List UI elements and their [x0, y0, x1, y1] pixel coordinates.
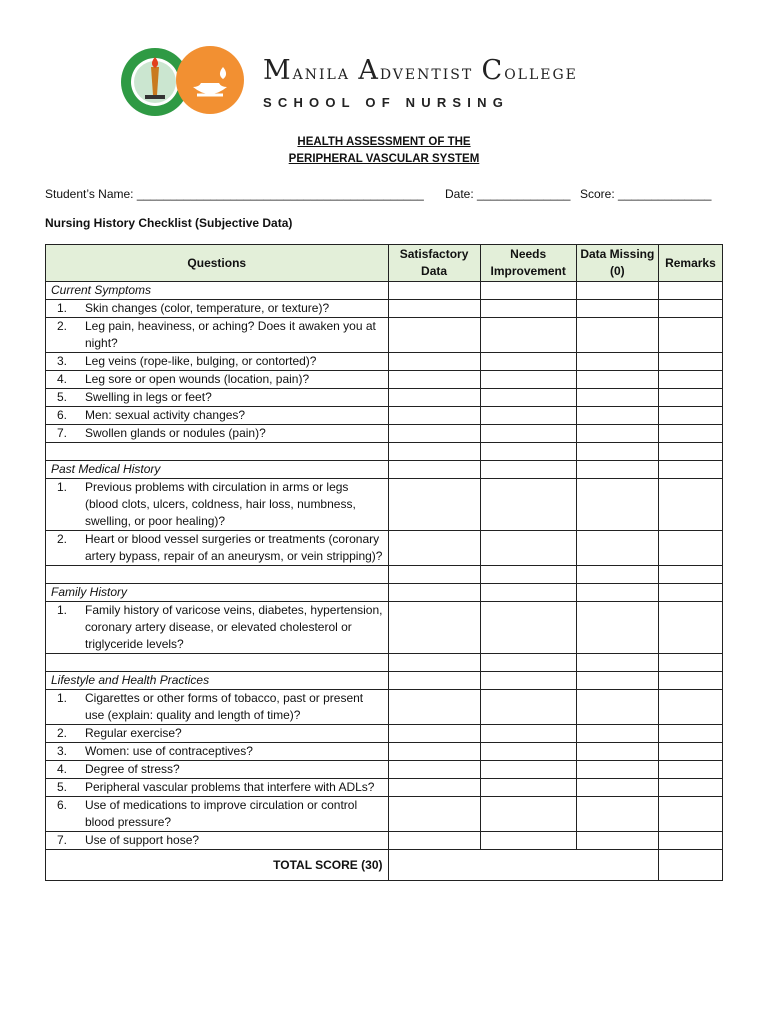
data-missing-cell[interactable] — [576, 725, 658, 743]
checklist-table — [45, 244, 723, 881]
needs-improvement-cell[interactable] — [480, 725, 576, 743]
question-text: Skin changes (color, temperature, or texture)? — [85, 301, 330, 315]
question-text: Peripheral vascular problems that interfere with ADLs? — [85, 780, 375, 794]
data-missing-cell[interactable] — [576, 602, 658, 654]
total-score-label: TOTAL SCORE (30) — [46, 850, 389, 881]
question-number: 3. — [57, 744, 68, 758]
checklist-body — [46, 282, 723, 850]
satisfactory-cell[interactable] — [388, 761, 480, 779]
needs-improvement-cell[interactable] — [480, 566, 576, 584]
table-row — [46, 832, 723, 850]
needs-improvement-cell[interactable] — [480, 300, 576, 318]
needs-improvement-cell[interactable] — [480, 797, 576, 832]
question-text: Heart or blood vessel surgeries or treatments (coronary artery bypass, repair of an aneurysm, or vein stripping)? — [85, 532, 383, 563]
blank-row — [46, 654, 723, 672]
table-row — [46, 371, 723, 389]
remarks-cell[interactable] — [658, 725, 722, 743]
remarks-cell[interactable] — [658, 479, 722, 531]
needs-improvement-cell[interactable] — [480, 602, 576, 654]
remarks-cell[interactable] — [658, 654, 722, 672]
question-text: Family history of varicose veins, diabetes, hypertension, coronary artery disease, or elevated cholesterol or triglyceride levels? — [85, 603, 383, 651]
data-missing-cell[interactable] — [576, 300, 658, 318]
remarks-cell[interactable] — [658, 461, 722, 479]
satisfactory-cell[interactable] — [388, 743, 480, 761]
question-text: Previous problems with circulation in arms or legs (blood clots, ulcers, coldness, hair loss, numbness, swelling, or poor healing)? — [85, 480, 356, 528]
question-cell — [46, 353, 389, 371]
needs-improvement-cell[interactable] — [480, 479, 576, 531]
table-row — [46, 479, 723, 531]
question-text: Use of support hose? — [85, 833, 200, 847]
table-row — [46, 353, 723, 371]
remarks-cell[interactable] — [658, 425, 722, 443]
table-row — [46, 300, 723, 318]
satisfactory-cell[interactable] — [388, 318, 480, 353]
question-text: Degree of stress? — [85, 762, 180, 776]
question-text: Leg pain, heaviness, or aching? Does it awaken you at night? — [85, 319, 376, 350]
question-cell — [46, 300, 389, 318]
question-text: Swollen glands or nodules (pain)? — [85, 426, 266, 440]
section-title: Current Symptoms — [46, 282, 389, 300]
section-row — [46, 282, 723, 300]
satisfactory-cell[interactable] — [388, 353, 480, 371]
header-remarks: Remarks — [658, 245, 722, 282]
satisfactory-cell[interactable] — [388, 300, 480, 318]
table-row — [46, 690, 723, 725]
satisfactory-cell[interactable] — [388, 797, 480, 832]
question-number: 2. — [57, 532, 68, 546]
blank-row — [46, 443, 723, 461]
satisfactory-cell[interactable] — [388, 479, 480, 531]
table-row — [46, 407, 723, 425]
needs-improvement-cell[interactable] — [480, 832, 576, 850]
question-cell — [46, 425, 389, 443]
data-missing-cell[interactable] — [576, 318, 658, 353]
satisfactory-cell[interactable] — [388, 602, 480, 654]
question-number: 7. — [57, 833, 68, 847]
satisfactory-cell[interactable] — [388, 566, 480, 584]
blank-row — [46, 566, 723, 584]
section-title: Past Medical History — [46, 461, 389, 479]
remarks-cell[interactable] — [658, 443, 722, 461]
table-row — [46, 779, 723, 797]
satisfactory-cell[interactable] — [388, 779, 480, 797]
needs-improvement-cell[interactable] — [480, 654, 576, 672]
remarks-cell[interactable] — [658, 300, 722, 318]
question-cell — [46, 479, 389, 531]
table-row — [46, 318, 723, 353]
remarks-cell[interactable] — [658, 566, 722, 584]
question-number: 2. — [57, 319, 68, 333]
remarks-cell[interactable] — [658, 761, 722, 779]
needs-improvement-cell[interactable] — [480, 389, 576, 407]
question-number: 6. — [57, 798, 68, 812]
question-cell — [46, 832, 389, 850]
data-missing-cell[interactable] — [576, 797, 658, 832]
question-cell — [46, 779, 389, 797]
date-field[interactable]: Date: ______________ — [445, 187, 571, 201]
question-number: 4. — [57, 762, 68, 776]
question-cell — [46, 318, 389, 353]
satisfactory-cell[interactable] — [388, 725, 480, 743]
remarks-cell[interactable] — [658, 353, 722, 371]
remarks-cell[interactable] — [658, 282, 722, 300]
data-missing-cell[interactable] — [576, 407, 658, 425]
question-number: 1. — [57, 301, 68, 315]
data-missing-cell[interactable] — [576, 743, 658, 761]
question-cell — [46, 725, 389, 743]
remarks-cell[interactable] — [658, 797, 722, 832]
data-missing-cell[interactable] — [576, 479, 658, 531]
data-missing-cell[interactable] — [576, 584, 658, 602]
table-row — [46, 761, 723, 779]
remarks-cell[interactable] — [658, 531, 722, 566]
remarks-cell[interactable] — [658, 389, 722, 407]
remarks-cell[interactable] — [658, 690, 722, 725]
header-questions: Questions — [46, 245, 389, 282]
student-name-field[interactable]: Student’s Name: ___________________________________________ — [45, 187, 424, 201]
data-missing-cell[interactable] — [576, 832, 658, 850]
checklist-subtitle: Nursing History Checklist (Subjective Data) — [45, 216, 293, 230]
total-score-cell[interactable] — [388, 850, 658, 881]
table-row — [46, 425, 723, 443]
data-missing-cell[interactable] — [576, 779, 658, 797]
question-number: 6. — [57, 408, 68, 422]
question-text: Leg sore or open wounds (location, pain)? — [85, 372, 310, 386]
table-row — [46, 797, 723, 832]
question-text: Cigarettes or other forms of tobacco, past or present use (explain: quality and length of time)? — [85, 691, 364, 722]
needs-improvement-cell[interactable] — [480, 461, 576, 479]
remarks-cell[interactable] — [658, 584, 722, 602]
question-number: 1. — [57, 480, 68, 494]
data-missing-cell[interactable] — [576, 461, 658, 479]
table-row — [46, 602, 723, 654]
table-row — [46, 743, 723, 761]
question-cell — [46, 797, 389, 832]
table-row — [46, 389, 723, 407]
satisfactory-cell[interactable] — [388, 690, 480, 725]
question-number: 1. — [57, 603, 68, 617]
needs-improvement-cell[interactable] — [480, 407, 576, 425]
blank-cell — [46, 443, 389, 461]
satisfactory-cell[interactable] — [388, 832, 480, 850]
needs-improvement-cell[interactable] — [480, 761, 576, 779]
data-missing-cell[interactable] — [576, 566, 658, 584]
question-number: 7. — [57, 426, 68, 440]
question-cell — [46, 761, 389, 779]
question-text: Women: use of contraceptives? — [85, 744, 253, 758]
question-number: 1. — [57, 691, 68, 705]
remarks-cell[interactable] — [658, 602, 722, 654]
college-name: Manila Adventist College — [263, 55, 578, 86]
blank-cell — [46, 654, 389, 672]
needs-improvement-cell[interactable] — [480, 672, 576, 690]
question-cell — [46, 690, 389, 725]
question-number: 3. — [57, 354, 68, 368]
data-missing-cell[interactable] — [576, 531, 658, 566]
remarks-cell[interactable] — [658, 779, 722, 797]
header-data-missing: Data Missing (0) — [576, 245, 658, 282]
data-missing-cell[interactable] — [576, 690, 658, 725]
section-row — [46, 461, 723, 479]
data-missing-cell[interactable] — [576, 654, 658, 672]
remarks-cell[interactable] — [658, 743, 722, 761]
data-missing-cell[interactable] — [576, 282, 658, 300]
school-name: SCHOOL OF NURSING — [263, 95, 510, 110]
satisfactory-cell[interactable] — [388, 672, 480, 690]
needs-improvement-cell[interactable] — [480, 584, 576, 602]
needs-improvement-cell[interactable] — [480, 743, 576, 761]
score-field[interactable]: Score: ______________ — [580, 187, 712, 201]
satisfactory-cell[interactable] — [388, 461, 480, 479]
question-number: 5. — [57, 780, 68, 794]
question-cell — [46, 389, 389, 407]
question-number: 5. — [57, 390, 68, 404]
blank-cell — [46, 566, 389, 584]
section-row — [46, 584, 723, 602]
data-missing-cell[interactable] — [576, 389, 658, 407]
question-number: 2. — [57, 726, 68, 740]
question-cell — [46, 407, 389, 425]
satisfactory-cell[interactable] — [388, 389, 480, 407]
question-cell — [46, 602, 389, 654]
question-text: Regular exercise? — [85, 726, 182, 740]
needs-improvement-cell[interactable] — [480, 371, 576, 389]
nursing-lamp-logo — [175, 45, 245, 115]
remarks-cell[interactable] — [658, 371, 722, 389]
form-title-line-1: HEALTH ASSESSMENT OF THE — [297, 136, 471, 148]
question-cell — [46, 531, 389, 566]
satisfactory-cell[interactable] — [388, 407, 480, 425]
needs-improvement-cell[interactable] — [480, 353, 576, 371]
total-remarks-cell[interactable] — [658, 850, 722, 881]
question-number: 4. — [57, 372, 68, 386]
question-cell — [46, 743, 389, 761]
satisfactory-cell[interactable] — [388, 654, 480, 672]
question-text: Use of medications to improve circulation or control blood pressure? — [85, 798, 358, 829]
remarks-cell[interactable] — [658, 672, 722, 690]
table-row — [46, 531, 723, 566]
data-missing-cell[interactable] — [576, 761, 658, 779]
remarks-cell[interactable] — [658, 318, 722, 353]
header-satisfactory: Satisfactory Data — [388, 245, 480, 282]
question-text: Swelling in legs or feet? — [85, 390, 212, 404]
header-needs-improvement: Needs Improvement — [480, 245, 576, 282]
data-missing-cell[interactable] — [576, 353, 658, 371]
needs-improvement-cell[interactable] — [480, 443, 576, 461]
needs-improvement-cell[interactable] — [480, 425, 576, 443]
remarks-cell[interactable] — [658, 832, 722, 850]
remarks-cell[interactable] — [658, 407, 722, 425]
section-title: Family History — [46, 584, 389, 602]
needs-improvement-cell[interactable] — [480, 318, 576, 353]
header — [0, 40, 768, 130]
satisfactory-cell[interactable] — [388, 443, 480, 461]
needs-improvement-cell[interactable] — [480, 282, 576, 300]
satisfactory-cell[interactable] — [388, 282, 480, 300]
question-text: Men: sexual activity changes? — [85, 408, 246, 422]
satisfactory-cell[interactable] — [388, 584, 480, 602]
needs-improvement-cell[interactable] — [480, 531, 576, 566]
table-row — [46, 725, 723, 743]
section-title: Lifestyle and Health Practices — [46, 672, 389, 690]
question-cell — [46, 371, 389, 389]
satisfactory-cell[interactable] — [388, 371, 480, 389]
section-row — [46, 672, 723, 690]
needs-improvement-cell[interactable] — [480, 779, 576, 797]
needs-improvement-cell[interactable] — [480, 690, 576, 725]
data-missing-cell[interactable] — [576, 371, 658, 389]
data-missing-cell[interactable] — [576, 443, 658, 461]
satisfactory-cell[interactable] — [388, 425, 480, 443]
data-missing-cell[interactable] — [576, 672, 658, 690]
data-missing-cell[interactable] — [576, 425, 658, 443]
question-text: Leg veins (rope-like, bulging, or contorted)? — [85, 354, 317, 368]
satisfactory-cell[interactable] — [388, 531, 480, 566]
form-title-line-2: PERIPHERAL VASCULAR SYSTEM — [288, 153, 480, 165]
